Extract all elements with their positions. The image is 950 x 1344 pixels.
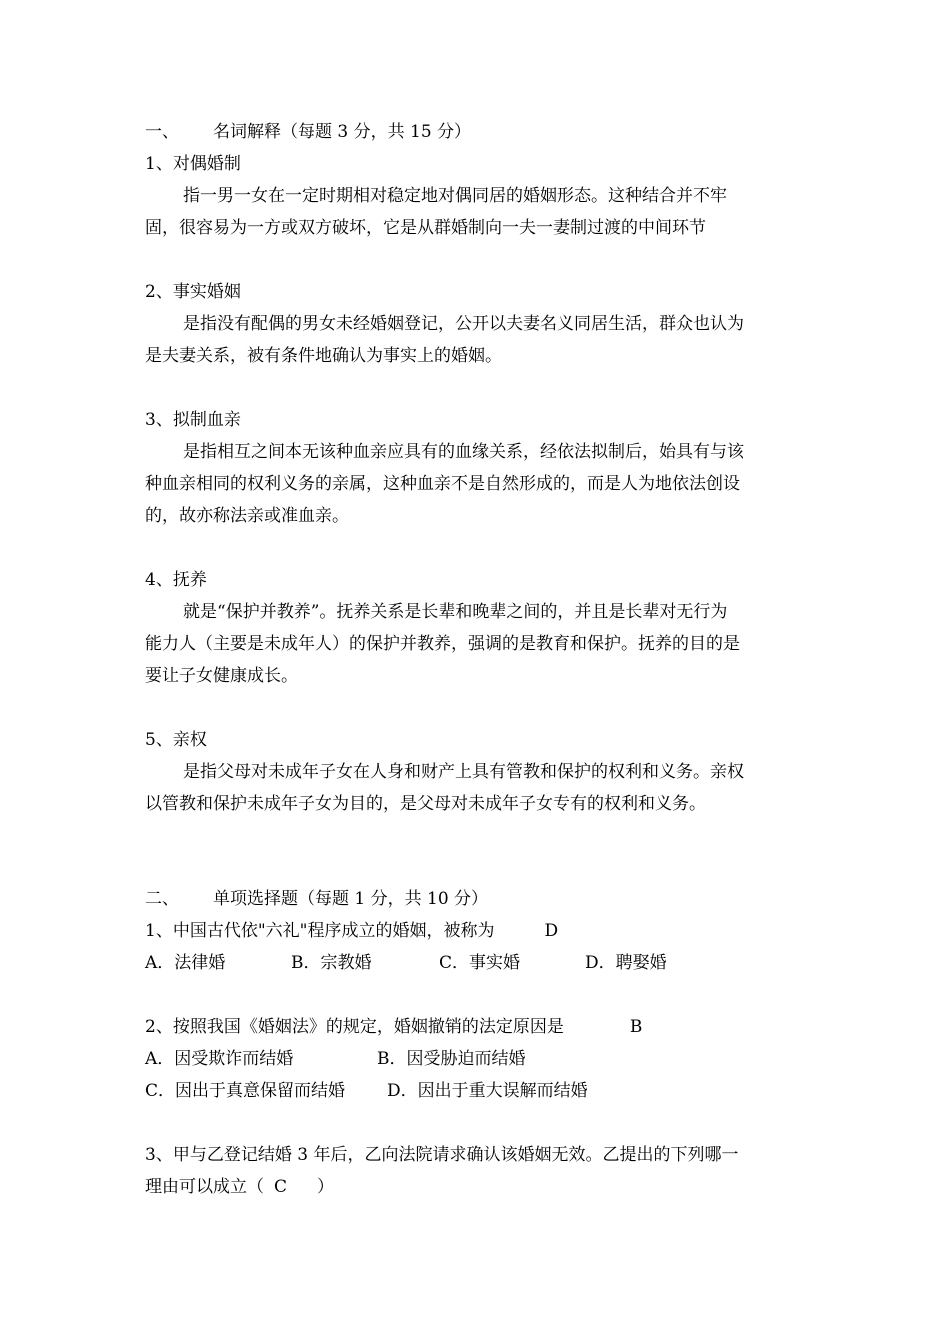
question3-prefix: 理由可以成立（ bbox=[145, 1177, 264, 1197]
question3-stem-line1: 3、甲与乙登记结婚 3 年后，乙向法院请求确认该婚姻无效。乙提出的下列哪一 bbox=[145, 1145, 739, 1165]
section1-number: 一、 bbox=[145, 122, 179, 142]
term3-text-line3: 的，故亦称法亲或准血亲。 bbox=[145, 506, 349, 526]
term5-heading: 5、亲权 bbox=[145, 730, 207, 750]
question2-answer: B bbox=[629, 1017, 643, 1037]
term5-text-line1: 是指父母对未成年子女在人身和财产上具有管教和保护的权利和义务。亲权 bbox=[183, 762, 744, 782]
question1-option-c: C．事实婚 bbox=[439, 953, 521, 973]
term1-heading: 1、对偶婚制 bbox=[145, 154, 241, 174]
term4-heading: 4、抚养 bbox=[145, 570, 207, 590]
term3-text-line2: 种血亲相同的权利义务的亲属，这种血亲不是自然形成的，而是人为地依法创设 bbox=[145, 474, 740, 494]
term4-text-line1: 就是“保护并教养”。抚养关系是长辈和晚辈之间的，并且是长辈对无行为 bbox=[183, 602, 728, 622]
term4-text-line2: 能力人（主要是未成年人）的保护并教养，强调的是教育和保护。抚养的目的是 bbox=[145, 634, 740, 654]
term1-text-line1: 指一男一女在一定时期相对稳定地对偶同居的婚姻形态。这种结合并不牢 bbox=[183, 186, 727, 206]
question2-option-c: C．因出于真意保留而结婚 bbox=[145, 1081, 346, 1101]
section1-title: 名词解释（每题 3 分，共 15 分） bbox=[213, 122, 472, 142]
question1-option-b: B．宗教婚 bbox=[291, 953, 372, 973]
question1-stem-line bbox=[145, 920, 558, 942]
question3-suffix: ） bbox=[317, 1177, 335, 1197]
section2-header bbox=[145, 888, 488, 910]
term1-text-line2: 固，很容易为一方或双方破坏，它是从群婚制向一夫一妻制过渡的中间环节 bbox=[145, 218, 706, 238]
question2-option-a: A．因受欺诈而结婚 bbox=[145, 1049, 294, 1069]
term2-heading: 2、事实婚姻 bbox=[145, 282, 241, 302]
question1-answer: D bbox=[544, 921, 559, 941]
question3-answer: C bbox=[274, 1177, 288, 1197]
term2-text-line1: 是指没有配偶的男女未经婚姻登记，公开以夫妻名义同居生活，群众也认为 bbox=[183, 314, 744, 334]
section2-title: 单项选择题（每题 1 分，共 10 分） bbox=[213, 889, 489, 909]
term3-heading: 3、拟制血亲 bbox=[145, 410, 241, 430]
term2-text-line2: 是夫妻关系，被有条件地确认为事实上的婚姻。 bbox=[145, 346, 502, 366]
question1-option-d: D．聘娶婚 bbox=[585, 953, 667, 973]
section2-number: 二、 bbox=[145, 889, 179, 909]
section1-header bbox=[145, 121, 471, 143]
term4-text-line3: 要让子女健康成长。 bbox=[145, 666, 298, 686]
question2-option-b: B．因受胁迫而结婚 bbox=[377, 1049, 526, 1069]
question2-stem: 2、按照我国《婚姻法》的规定，婚姻撤销的法定原因是 bbox=[145, 1017, 564, 1037]
question3-stem-line2 bbox=[145, 1176, 334, 1198]
question2-stem-line bbox=[145, 1016, 642, 1038]
question1-stem: 1、中国古代依"六礼"程序成立的婚姻，被称为 bbox=[145, 921, 495, 941]
term3-text-line1: 是指相互之间本无该种血亲应具有的血缘关系，经依法拟制后，始具有与该 bbox=[183, 442, 744, 462]
question1-option-a: A．法律婚 bbox=[145, 953, 226, 973]
question2-option-d: D．因出于重大误解而结婚 bbox=[387, 1081, 588, 1101]
term5-text-line2: 以管教和保护未成年子女为目的，是父母对未成年子女专有的权利和义务。 bbox=[145, 794, 706, 814]
